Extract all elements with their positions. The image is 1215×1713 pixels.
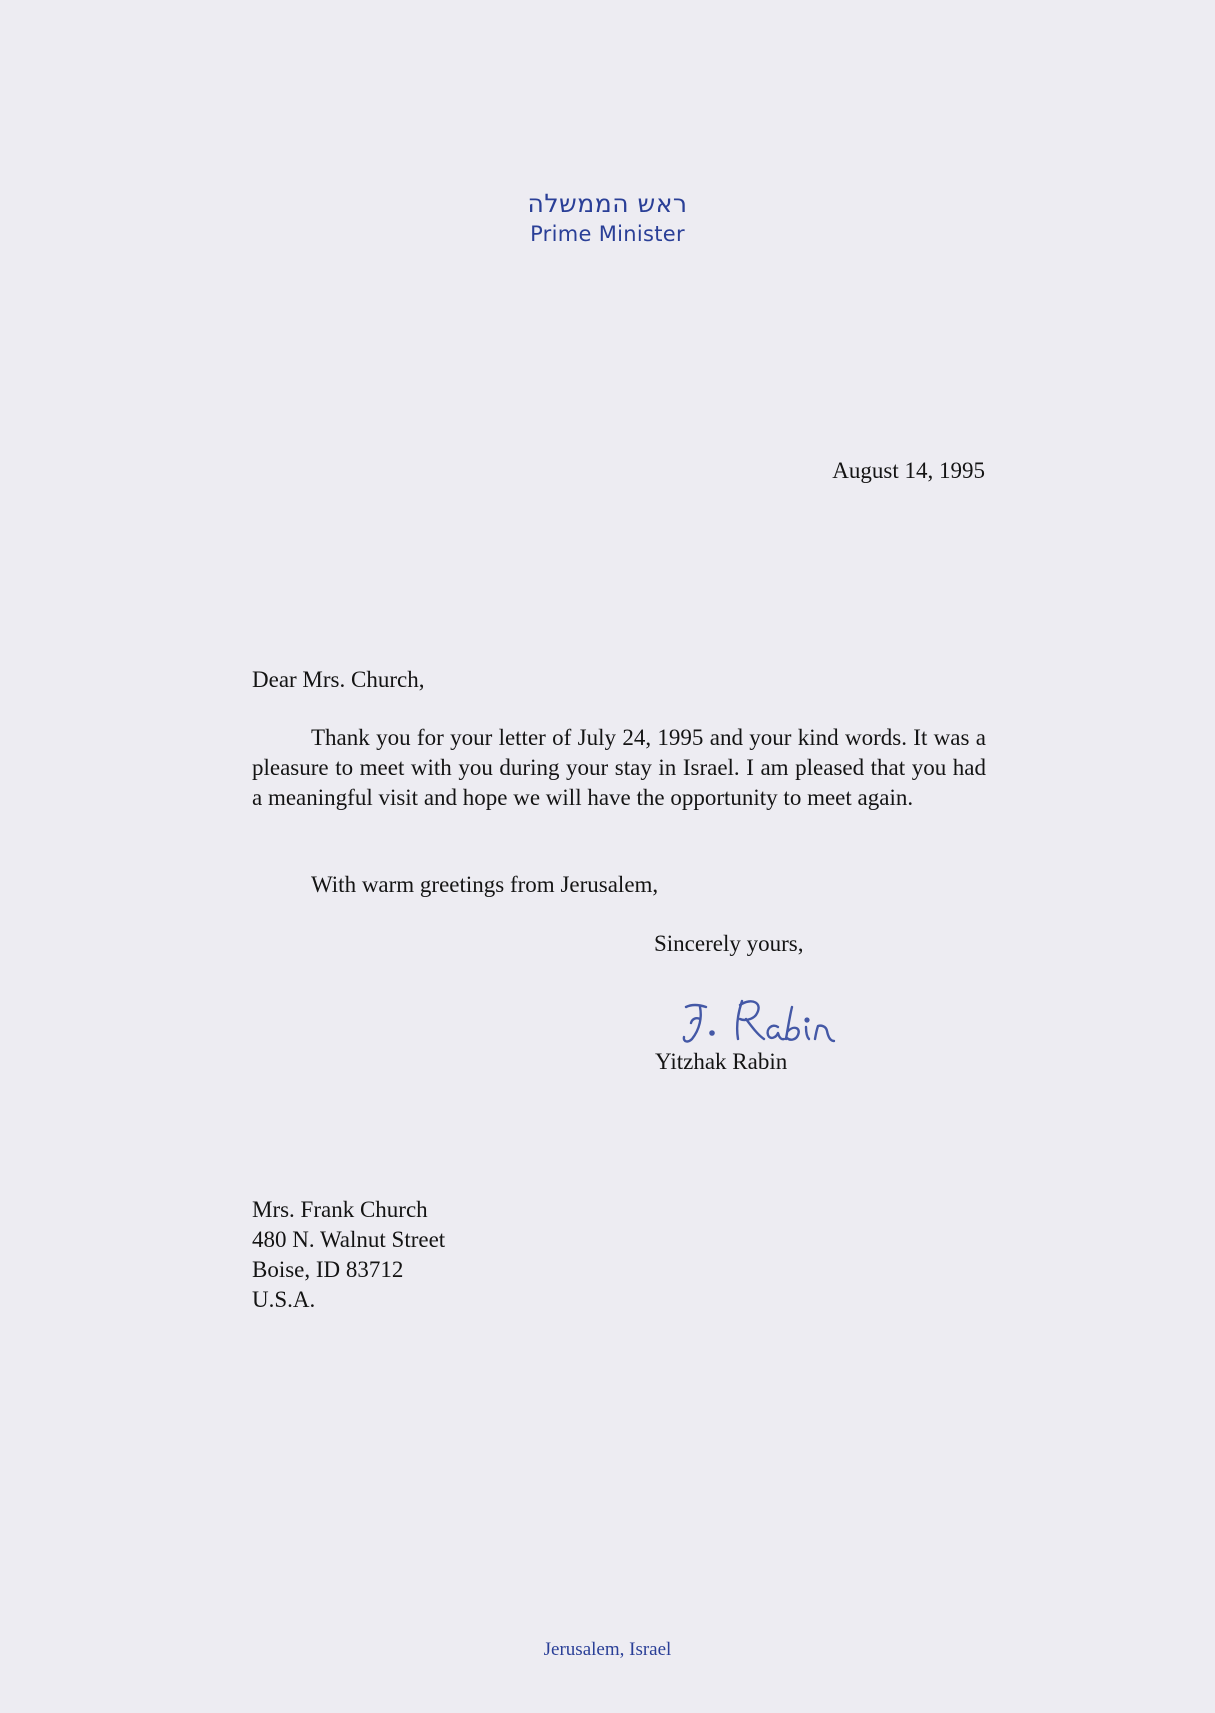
- letter-date: August 14, 1995: [832, 458, 985, 483]
- address-street: 480 N. Walnut Street: [252, 1227, 446, 1252]
- address-country: U.S.A.: [252, 1287, 316, 1312]
- recipient-address: [252, 1195, 445, 1315]
- signer-name: Yitzhak Rabin: [655, 1049, 788, 1074]
- address-city: Boise, ID 83712: [252, 1257, 404, 1282]
- letterhead-title: Prime Minister: [530, 222, 685, 246]
- greeting-line: With warm greetings from Jerusalem,: [311, 872, 659, 897]
- salutation: Dear Mrs. Church,: [252, 667, 425, 692]
- address-name: Mrs. Frank Church: [252, 1197, 428, 1222]
- footer-location: Jerusalem, Israel: [543, 1639, 672, 1660]
- closing: Sincerely yours,: [654, 931, 804, 956]
- body-paragraph: Thank you for your letter of July 24, 1995 and your kind words. It was a pleasure to meet with you during your stay in Israel. I am pleased that you had a meaningful visit and hope we will have the opportunity to meet again.: [252, 725, 986, 810]
- letterhead-hebrew-title: ראש הממשלה: [527, 189, 688, 218]
- letterhead: [0, 188, 1215, 248]
